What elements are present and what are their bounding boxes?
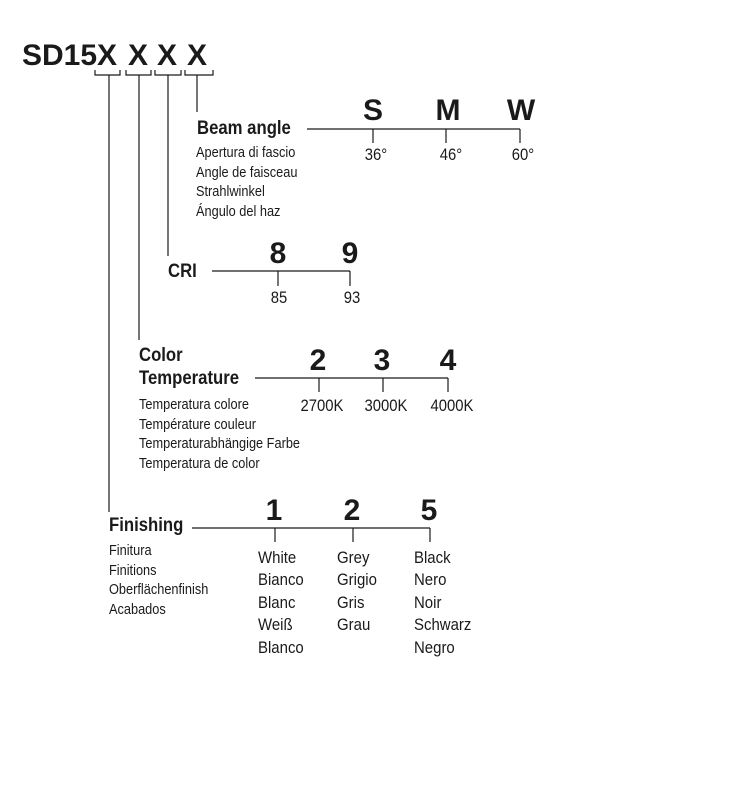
- cri-value-93: 93: [343, 289, 361, 307]
- translation-es: Ángulo del haz: [196, 203, 281, 220]
- finish-name: Grey: [337, 548, 370, 567]
- finishing-code-5: 5: [420, 494, 438, 527]
- finish-name: Grigio: [337, 570, 377, 590]
- translation-fr: Finitions: [109, 562, 157, 579]
- color-temp-title-line2: Temperature: [139, 368, 240, 389]
- translation-de: Oberflächenfinish: [109, 582, 209, 598]
- finish-name: Bianco: [258, 570, 304, 590]
- finishing-names-black: [414, 549, 471, 661]
- finish-name: Noir: [414, 592, 442, 612]
- cri-code-8: 8: [269, 237, 287, 270]
- finish-name: Blanc: [258, 592, 296, 612]
- finishing-names-grey: [337, 549, 377, 639]
- finishing-title: Finishing: [109, 515, 184, 536]
- cri-title: CRI: [168, 261, 197, 282]
- finish-name: Nero: [414, 570, 447, 590]
- beam-value-m: 46°: [439, 146, 463, 164]
- product-code-prefix: SD15: [22, 39, 98, 72]
- finish-name: White: [258, 548, 297, 567]
- cri-code-9: 9: [341, 237, 359, 270]
- placeholder-cri: X: [157, 39, 178, 72]
- translation-fr: Angle de faisceau: [196, 164, 298, 181]
- translation-de: Temperaturabhängige Farbe: [139, 436, 301, 452]
- beam-code-m: M: [435, 94, 461, 127]
- color-temp-value-3000k: 3000K: [364, 397, 408, 415]
- color-temp-title-line1: Color: [139, 345, 183, 366]
- translation-de: Strahlwinkel: [196, 184, 265, 200]
- cri-value-85: 85: [270, 289, 288, 307]
- translation-it: Temperatura colore: [139, 397, 249, 413]
- finishing-code-2: 2: [343, 494, 361, 527]
- color-temp-value-4000k: 4000K: [430, 397, 474, 415]
- finishing-code-1: 1: [265, 494, 283, 527]
- finish-name: Gris: [337, 592, 365, 612]
- beam-angle-title: Beam angle: [197, 118, 291, 139]
- color-temp-code-4: 4: [439, 344, 457, 377]
- finish-name: Black: [414, 548, 451, 567]
- color-temp-translations: [139, 398, 300, 476]
- color-temp-code-2: 2: [309, 344, 327, 377]
- finish-name: Blanco: [258, 637, 304, 657]
- beam-code-w: W: [506, 94, 536, 127]
- beam-value-w: 60°: [511, 146, 535, 164]
- translation-es: Acabados: [109, 601, 166, 618]
- finish-name: Weiß: [258, 615, 293, 635]
- beam-value-s: 36°: [364, 146, 388, 164]
- translation-es: Temperatura de color: [139, 455, 260, 472]
- beam-angle-translations: [196, 146, 297, 224]
- placeholder-beam-angle: X: [187, 39, 208, 72]
- beam-code-s: S: [362, 94, 384, 127]
- finish-name: Grau: [337, 615, 371, 635]
- finishing-names-white: [258, 549, 304, 661]
- finishing-translations: [109, 544, 208, 622]
- translation-it: Finitura: [109, 543, 152, 559]
- translation-fr: Température couleur: [139, 416, 257, 433]
- translation-it: Apertura di fascio: [196, 145, 296, 161]
- placeholder-beam-angle-of-finishing: X: [97, 39, 118, 72]
- finish-name: Schwarz: [414, 615, 472, 635]
- color-temp-code-3: 3: [373, 344, 391, 377]
- finish-name: Negro: [414, 637, 455, 657]
- placeholder-color-temperature: X: [128, 39, 149, 72]
- color-temp-value-2700k: 2700K: [300, 397, 344, 415]
